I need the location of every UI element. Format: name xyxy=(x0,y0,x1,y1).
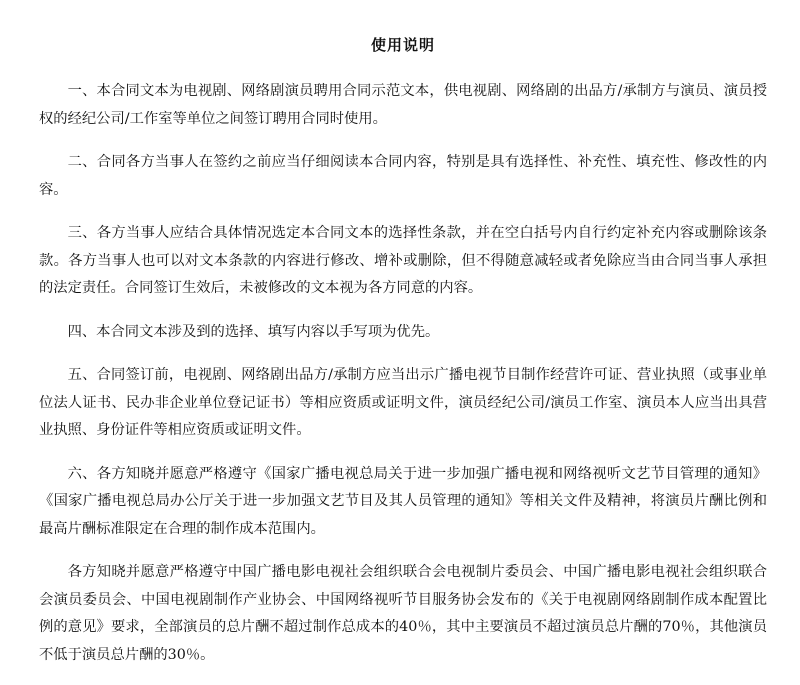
paragraph-7: 各方知晓并愿意严格遵守中国广播电影电视社会组织联合会电视制片委员会、中国广播电影电视社会组织联合会演员委员会、中国电视剧制作产业协会、中国网络视听节目服务协会发布的《关于电视剧网络剧制作成本配置比例的意见》要求，全部演员的总片酬不超过制作总成本的40％，其中主要演员不超过演员总片酬的70％，其他演员不低于演员总片酬的30％。 xyxy=(39,564,767,663)
paragraph-2: 二、合同各方当事人在签约之前应当仔细阅读本合同内容，特别是具有选择性、补充性、填充性、修改性的内容。 xyxy=(39,154,767,198)
paragraph-1: 一、本合同文本为电视剧、网络剧演员聘用合同示范文本，供电视剧、网络剧的出品方/承制方与演员、演员授权的经纪公司/工作室等单位之间签订聘用合同时使用。 xyxy=(39,83,767,127)
paragraph-4: 四、本合同文本涉及到的选择、填写内容以手写项为优先。 xyxy=(67,323,440,340)
document-page xyxy=(39,34,767,685)
paragraph-3: 三、各方当事人应结合具体情况选定本合同文本的选择性条款，并在空白括号内自行约定补充内容或删除该条款。各方当事人也可以对文本条款的内容进行修改、增补或删除，但不得随意减轻或者免除应当由合同当事人承担的法定责任。合同签订生效后，未被修改的文本视为各方同意的内容。 xyxy=(39,225,767,296)
document-title: 使用说明 xyxy=(370,36,435,54)
paragraph-5: 五、合同签订前，电视剧、网络剧出品方/承制方应当出示广播电视节目制作经营许可证、营业执照（或事业单位法人证书、民办非企业单位登记证书）等相应资质或证明文件，演员经纪公司/演员工作室、演员本人应当出具营业执照、身份证件等相应资质或证明文件。 xyxy=(39,367,767,438)
paragraph-6: 六、各方知晓并愿意严格遵守《国家广播电视总局关于进一步加强广播电视和网络视听文艺节目管理的通知》《国家广播电视总局办公厅关于进一步加强文艺节目及其人员管理的通知》等相关文件及精神，将演员片酬比例和最高片酬标准限定在合理的制作成本范围内。 xyxy=(39,465,767,537)
